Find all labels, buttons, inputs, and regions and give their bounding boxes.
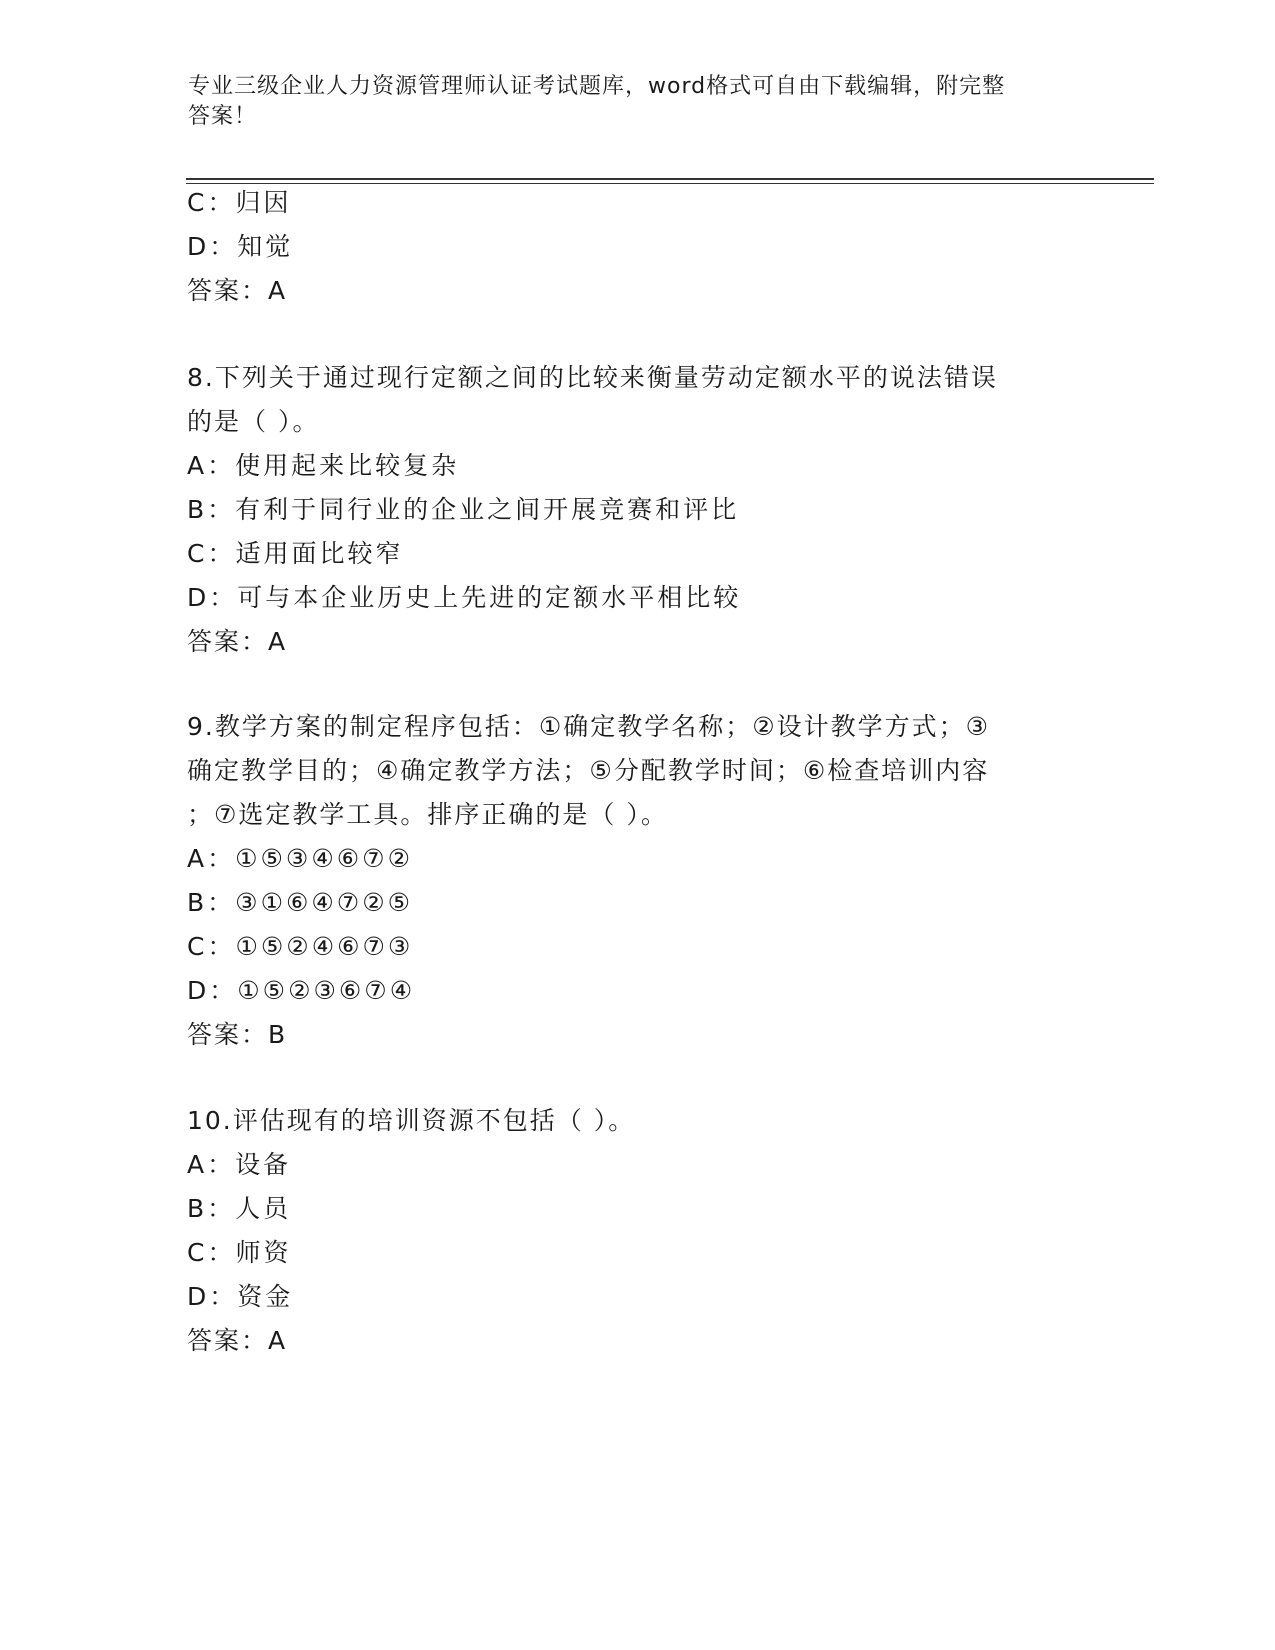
q9-stem-line-1: 9.教学方案的制定程序包括：①确定教学名称；②设计教学方式；③	[187, 712, 991, 741]
q7-option-d: D：知觉	[187, 232, 294, 261]
q10-stem-line-1: 10.评估现有的培训资源不包括（ ）。	[187, 1106, 636, 1135]
q9-option-a: A：①⑤③④⑥⑦②	[187, 844, 413, 873]
q10-answer: 答案：A	[187, 1326, 288, 1355]
q9-option-b: B：③①⑥④⑦②⑤	[187, 888, 414, 917]
header-divider-thin	[186, 183, 1154, 184]
q8-stem-line-2: 的是（ ）。	[187, 407, 320, 436]
q10-option-c: C：师资	[187, 1238, 292, 1267]
header-line-1: 专业三级企业人力资源管理师认证考试题库，word格式可自由下载编辑，附完整	[188, 74, 1006, 99]
q8-option-d: D：可与本企业历史上先进的定额水平相比较	[187, 583, 742, 612]
q9-stem-line-2: 确定教学目的；④确定教学方法；⑤分配教学时间；⑥检查培训内容	[187, 756, 990, 785]
q8-answer: 答案：A	[187, 627, 288, 656]
header-divider-thick	[186, 178, 1154, 180]
q10-option-b: B：人员	[187, 1194, 292, 1223]
q8-option-c: C：适用面比较窄	[187, 539, 404, 568]
q9-option-c: C：①⑤②④⑥⑦③	[187, 932, 414, 961]
q8-option-b: B：有利于同行业的企业之间开展竞赛和评比	[187, 495, 740, 524]
document-header	[188, 72, 1068, 132]
q8-stem-line-1: 8.下列关于通过现行定额之间的比较来衡量劳动定额水平的说法错误	[187, 363, 998, 392]
q10-option-a: A：设备	[187, 1150, 292, 1179]
q7-answer: 答案：A	[187, 276, 288, 305]
q8-option-a: A：使用起来比较复杂	[187, 451, 460, 480]
q9-stem-line-3: ；⑦选定教学工具。排序正确的是（ ）。	[187, 800, 668, 829]
q10-option-d: D：资金	[187, 1282, 294, 1311]
q7-option-c: C：归因	[187, 188, 292, 217]
q9-answer: 答案：B	[187, 1020, 288, 1049]
q9-option-d: D：①⑤②③⑥⑦④	[187, 976, 416, 1005]
header-line-2: 答案！	[188, 104, 258, 129]
